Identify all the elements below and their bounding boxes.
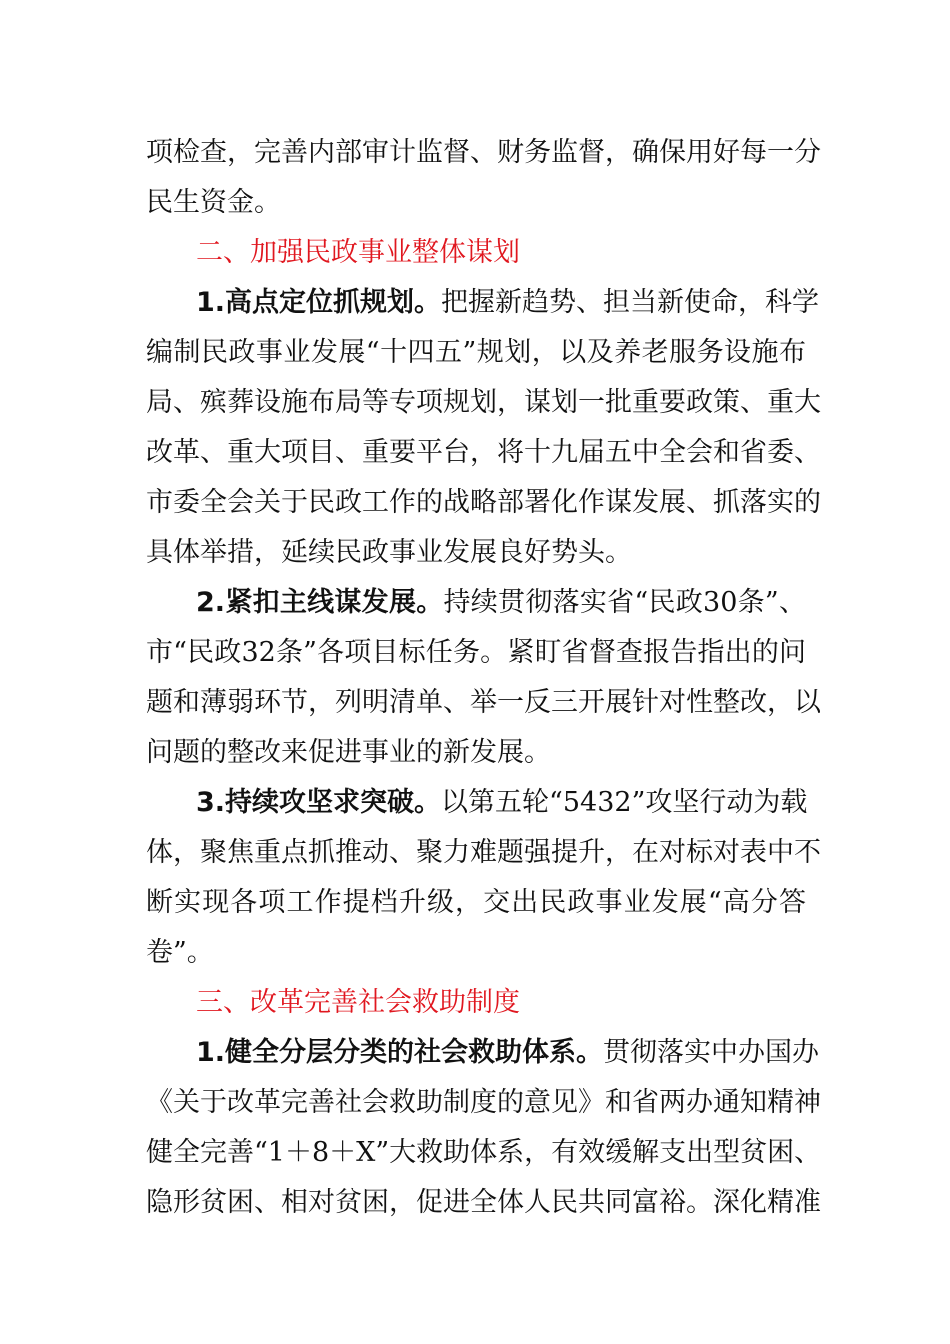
- body-line: 题和薄弱环节，列明清单、举一反三开展针对性整改，以: [146, 687, 821, 718]
- body-line: 市委全会关于民政工作的战略部署化作谋发展、抓落实的: [146, 487, 821, 518]
- paragraph-text: 以第五轮“5432”攻坚行动为载: [441, 787, 808, 818]
- body-line: 问题的整改来促进事业的新发展。: [146, 737, 551, 768]
- paragraph-text: 持续贯彻落实省“民政30条”、: [443, 587, 806, 618]
- body-line: 隐形贫困、相对贫困，促进全体人民共同富裕。深化精准: [146, 1187, 821, 1218]
- paragraph-text: 把握新趋势、担当新使命，科学: [441, 287, 820, 318]
- body-line: 《关于改革完善社会救助制度的意见》和省两办通知精神: [146, 1087, 821, 1118]
- section-heading: 二、加强民政事业整体谋划: [196, 237, 520, 268]
- paragraph-text: 贯彻落实中办国办: [603, 1037, 820, 1068]
- paragraph-first-line: [196, 578, 806, 628]
- paragraph-first-line: [196, 278, 820, 328]
- body-line: 编制民政事业发展“十四五”规划，以及养老服务设施布: [146, 337, 806, 368]
- body-line: 健全完善“1＋8＋X”大救助体系，有效缓解支出型贫困、: [146, 1137, 822, 1168]
- body-line: 卷”。: [146, 937, 214, 968]
- paragraph-lead: 3.持续攻坚求突破。: [196, 787, 442, 818]
- paragraph-lead: 2.紧扣主线谋发展。: [196, 587, 444, 618]
- body-line: 断实现各项工作提档升级，交出民政事业发展“高分答: [146, 887, 806, 918]
- paragraph-first-line: [196, 778, 806, 828]
- body-line: 民生资金。: [146, 187, 281, 218]
- section-heading: 三、改革完善社会救助制度: [196, 987, 520, 1018]
- body-line: 改革、重大项目、重要平台，将十九届五中全会和省委、: [146, 437, 821, 468]
- body-line: 具体举措，延续民政事业发展良好势头。: [146, 537, 632, 568]
- paragraph-lead: 1.高点定位抓规划。: [196, 287, 442, 318]
- body-line: 项检查，完善内部审计监督、财务监督，确保用好每一分: [146, 137, 821, 168]
- paragraph-lead: 1.健全分层分类的社会救助体系。: [196, 1037, 604, 1068]
- body-line: 体，聚焦重点抓推动、聚力难题强提升，在对标对表中不: [146, 837, 821, 868]
- paragraph-first-line: [196, 1028, 820, 1078]
- body-line: 市“民政32条”各项目标任务。紧盯省督查报告指出的问: [146, 637, 806, 668]
- body-line: 局、殡葬设施布局等专项规划，谋划一批重要政策、重大: [146, 387, 821, 418]
